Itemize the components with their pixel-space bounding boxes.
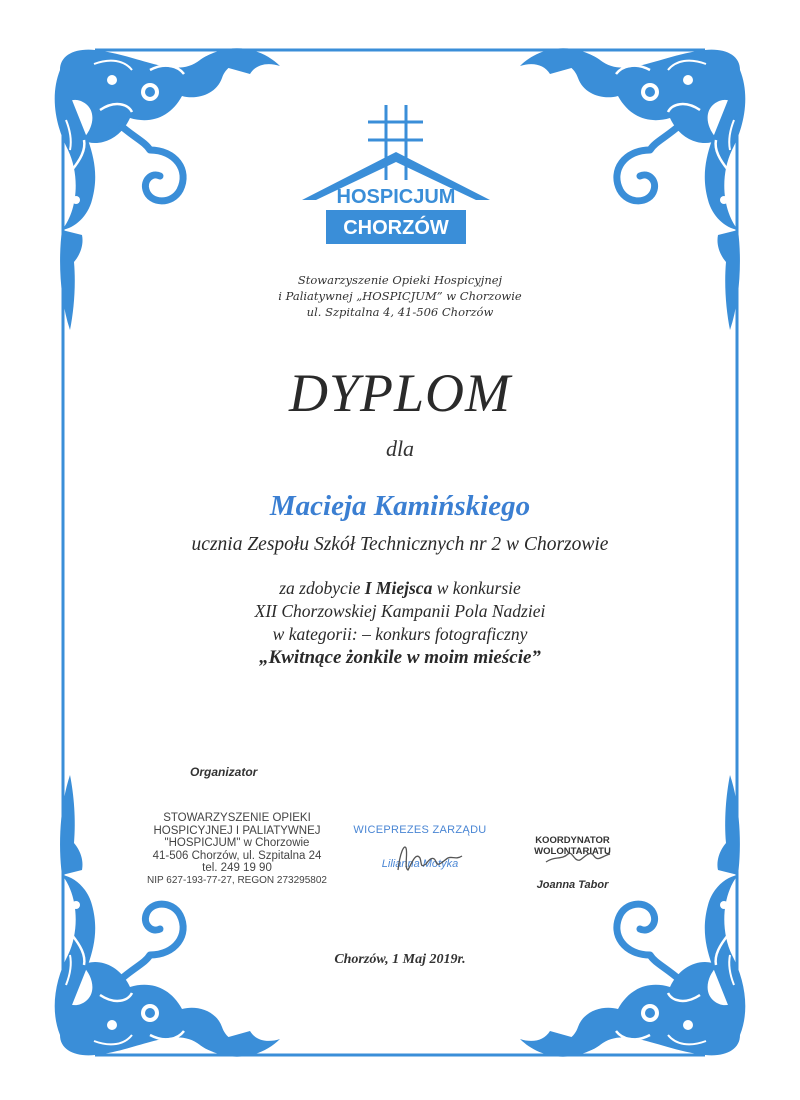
organizer-stamp [142, 812, 332, 887]
coordinator-signature [540, 842, 620, 872]
stamp-line-1: STOWARZYSZENIE OPIEKI [163, 812, 311, 824]
stamp-line-2: HOSPICYJNEJ I PALIATYWNEJ [153, 824, 321, 837]
award-description [0, 577, 800, 669]
vice-president-name: Lilianna Motyka [381, 858, 459, 870]
contest-category: w kategorii: – konkurs fotograficzny [272, 624, 528, 644]
coordinator-role: KOORDYNATOR WOLONTARIATU [534, 835, 611, 857]
award-suffix: w konkursie [436, 578, 521, 598]
award-place: I Miejsca [364, 578, 433, 598]
recipient-school: ucznia Zespołu Szkół Technicznych nr 2 w Chorzowie [191, 534, 609, 555]
coordinator-name: Joanna Tabor [536, 879, 609, 891]
vice-president-signature [390, 838, 470, 878]
stamp-line-6: NIP 627-193-77-27, REGON 273295802 [147, 874, 327, 886]
award-line [0, 577, 800, 600]
stamp-line-3: "HOSPICJUM" w Chorzowie [164, 837, 310, 849]
campaign-name: XII Chorzowskiej Kampanii Pola Nadziei [254, 601, 546, 621]
association-address [0, 272, 800, 320]
hospicjum-logo [298, 100, 498, 250]
diploma-title: DYPLOM [288, 363, 512, 423]
award-prefix: za zdobycie [279, 578, 361, 598]
association-line-1: Stowarzyszenie Opieki Hospicyjnej [297, 273, 503, 287]
logo-text-hospicjum: HOSPICJUM [336, 186, 456, 208]
stamp-line-4: 41-506 Chorzów, ul. Szpitalna 24 [152, 849, 322, 862]
diploma-for: dla [385, 436, 415, 461]
logo-text-chorzow: CHORZÓW [343, 217, 449, 239]
recipient-name: Macieja Kamińskiego [269, 490, 531, 522]
stamp-line-5: tel. 249 19 90 [202, 862, 272, 874]
contest-title: „Kwitnące żonkile w moim mieście” [259, 647, 541, 668]
issue-date: Chorzów, 1 Maj 2019r. [334, 952, 466, 967]
association-line-3: ul. Szpitalna 4, 41-506 Chorzów [306, 305, 494, 319]
association-line-2: i Paliatywnej „HOSPICJUM” w Chorzowie [278, 289, 522, 303]
organizer-label: Organizator [190, 765, 258, 779]
vice-president-role: WICEPREZES ZARZĄDU [353, 824, 487, 836]
